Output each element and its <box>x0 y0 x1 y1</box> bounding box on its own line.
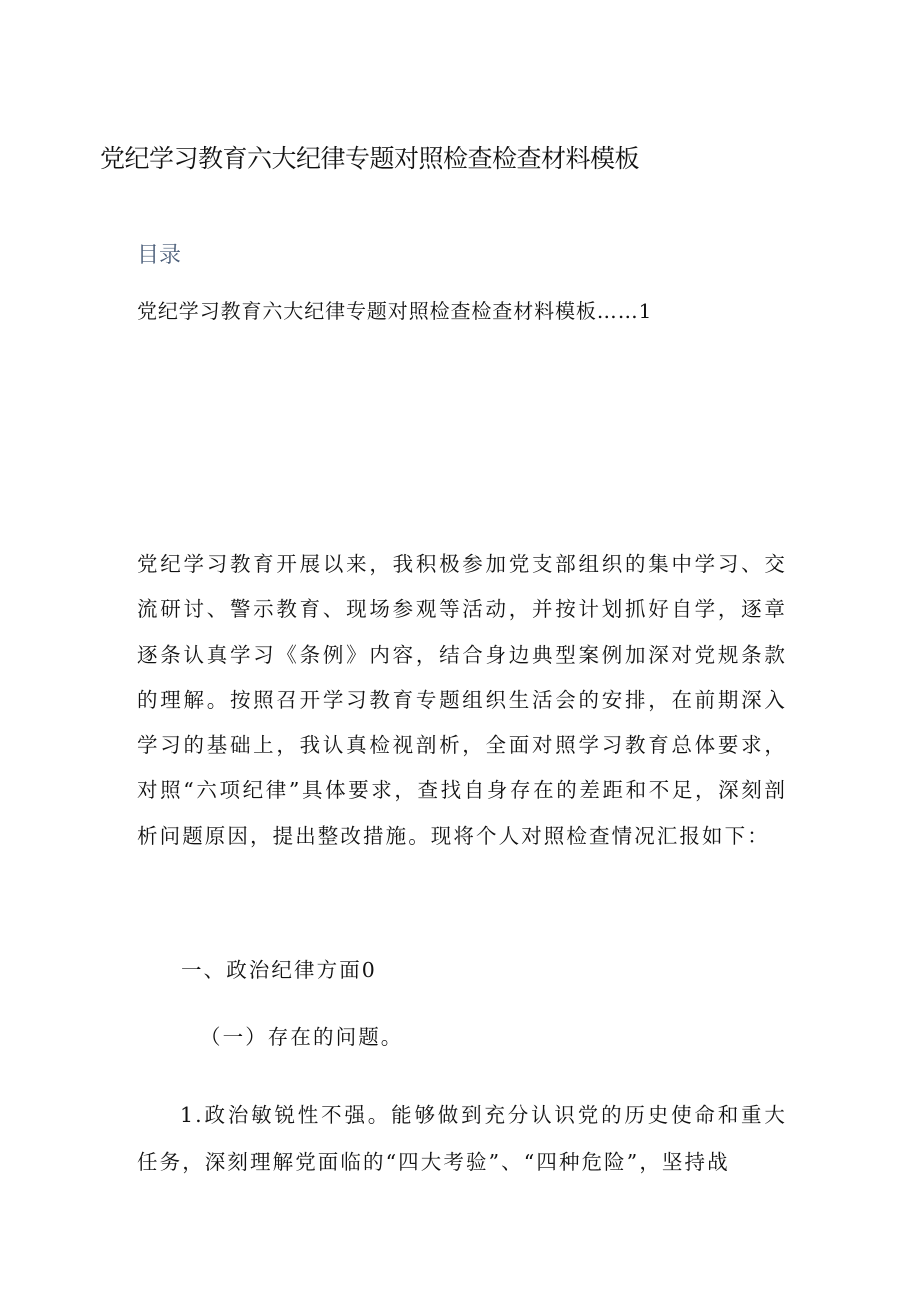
subsection-heading-existing-problems: （一）存在的问题。 <box>200 1025 404 1049</box>
intro-paragraph: 党纪学习教育开展以来，我积极参加党支部组织的集中学习、交流研讨、警示教育、现场参观等活动，并按计划抓好自学，逐章逐条认真学习《条例》内容，结合身边典型案例加深对党规条款的理解。按照召开学习教育专题组织生活会的安排，在前期深入学习的基础上，我认真检视剖析，全面对照学习教育总体要求，对照“六项纪律”具体要求，查找自身存在的差距和不足，深刻剖析问题原因，提出整改措施。现将个人对照检查情况汇报如下： <box>137 552 787 848</box>
section-heading-political-discipline: 一、政治纪律方面0 <box>181 958 377 982</box>
toc-heading: 目录 <box>137 243 182 268</box>
toc-entry[interactable]: 党纪学习教育六大纪律专题对照检查检查材料模板……1 <box>137 299 653 323</box>
document-title: 党纪学习教育六大纪律专题对照检查检查材料模板 <box>100 144 640 173</box>
problem-item-paragraph: 1.政治敏锐性不强。能够做到充分认识党的历史使命和重大任务，深刻理解党面临的“四大考验”、“四种危险”，坚持战 <box>137 1103 787 1174</box>
